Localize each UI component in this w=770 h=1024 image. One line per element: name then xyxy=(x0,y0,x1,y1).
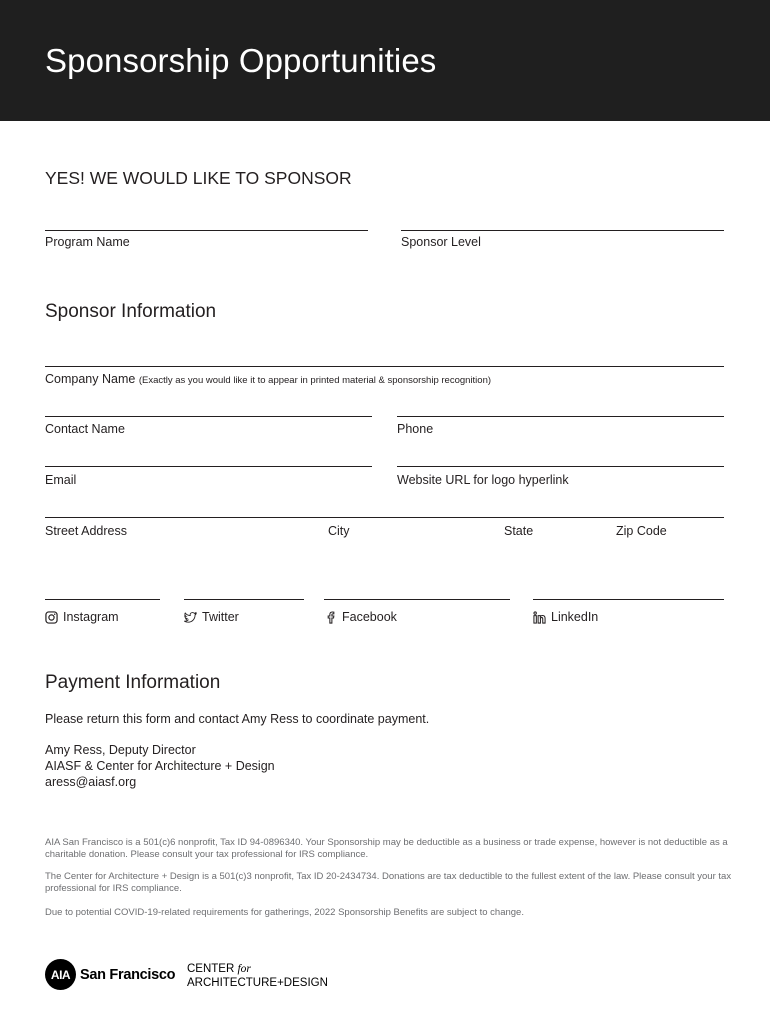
cad-logo-line2: ARCHITECTURE+DESIGN xyxy=(187,977,328,989)
website-label: Website URL for logo hyperlink xyxy=(397,473,569,487)
program-name-label: Program Name xyxy=(45,235,130,249)
fine-print-center: The Center for Architecture + Design is a 501(c)3 nonprofit, Tax ID 20-2434734. Donations are tax deductible to the fullest extent of the law. Please consult your tax professional for IRS compliance. xyxy=(45,871,732,894)
facebook-label-text: Facebook xyxy=(342,610,397,624)
header-band xyxy=(0,0,770,121)
contact-name-field[interactable] xyxy=(45,416,372,417)
contact-email[interactable]: aress@aiasf.org xyxy=(45,775,137,789)
zip-code-label: Zip Code xyxy=(616,524,667,538)
phone-label: Phone xyxy=(397,422,434,436)
facebook-icon xyxy=(324,611,337,624)
twitter-field[interactable] xyxy=(184,599,304,600)
instagram-field[interactable] xyxy=(45,599,160,600)
cad-for-word: for xyxy=(237,963,251,975)
instagram-icon xyxy=(45,611,58,624)
state-label: State xyxy=(504,524,534,538)
contact-person-name: Amy Ress, Deputy Director xyxy=(45,743,196,757)
cad-logo-line1 xyxy=(187,962,328,976)
linkedin-label xyxy=(533,610,598,624)
facebook-label xyxy=(324,610,397,624)
sponsor-level-label: Sponsor Level xyxy=(401,235,481,249)
payment-contact xyxy=(45,742,275,790)
contact-organization: AIASF & Center for Architecture + Design xyxy=(45,759,275,773)
company-name-label xyxy=(45,372,491,386)
phone-field[interactable] xyxy=(397,416,724,417)
center-architecture-design-logo xyxy=(187,962,328,990)
company-name-field[interactable] xyxy=(45,366,724,367)
program-name-field[interactable] xyxy=(45,230,368,231)
aia-san-francisco-logo xyxy=(45,959,175,990)
aia-mark: AIA xyxy=(45,959,76,990)
fine-print-aia: AIA San Francisco is a 501(c)6 nonprofit, Tax ID 94-0896340. Your Sponsorship may be deductible as a business or trade expense, however is not deductible as a charitable donation. Please consult your tax professional for IRS compliance. xyxy=(45,837,728,860)
address-field[interactable] xyxy=(45,517,724,518)
twitter-label xyxy=(184,610,239,624)
contact-name-label: Contact Name xyxy=(45,422,125,436)
aia-city-name: San Francisco xyxy=(80,966,176,983)
company-name-note: (Exactly as you would like it to appear in printed material & sponsorship recognition) xyxy=(138,375,492,386)
email-label: Email xyxy=(45,473,77,487)
instagram-label xyxy=(45,610,119,624)
twitter-icon xyxy=(184,611,197,624)
facebook-field[interactable] xyxy=(324,599,510,600)
street-address-label: Street Address xyxy=(45,524,127,538)
twitter-label-text: Twitter xyxy=(202,610,239,624)
linkedin-label-text: LinkedIn xyxy=(551,610,599,624)
linkedin-icon xyxy=(533,611,546,624)
cad-center-word: CENTER xyxy=(187,963,235,975)
instagram-label-text: Instagram xyxy=(63,610,119,624)
company-name-label-text: Company Name xyxy=(45,372,136,386)
payment-instruction: Please return this form and contact Amy Ress to coordinate payment. xyxy=(45,712,430,726)
sponsor-intro-heading: YES! WE WOULD LIKE TO SPONSOR xyxy=(45,168,352,188)
sponsor-info-heading: Sponsor Information xyxy=(45,301,217,322)
fine-print-covid: Due to potential COVID-19-related requirements for gatherings, 2022 Sponsorship Benefits are subject to change. xyxy=(45,907,524,918)
payment-info-heading: Payment Information xyxy=(45,672,221,693)
page-title: Sponsorship Opportunities xyxy=(45,42,437,79)
website-field[interactable] xyxy=(397,466,724,467)
linkedin-field[interactable] xyxy=(533,599,724,600)
sponsor-level-field[interactable] xyxy=(401,230,724,231)
city-label: City xyxy=(328,524,350,538)
email-field[interactable] xyxy=(45,466,372,467)
